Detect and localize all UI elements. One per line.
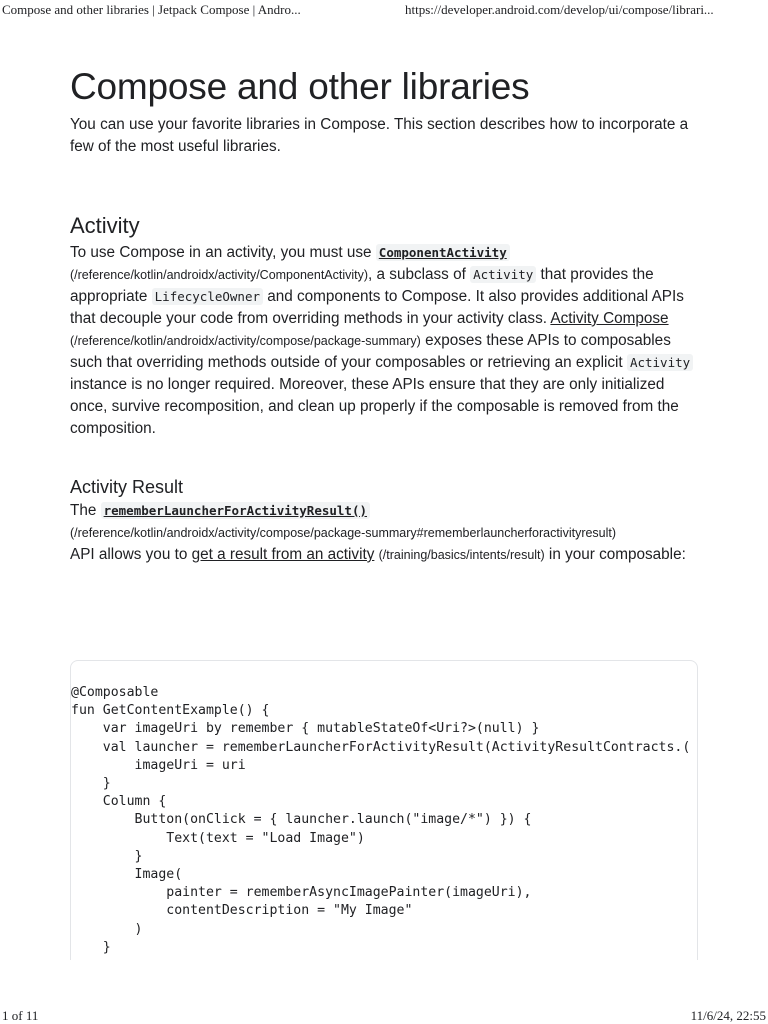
- print-header-url: https://developer.android.com/develop/ui/compose/librari...: [405, 2, 714, 17]
- activity-result-ref: (/training/basics/intents/result): [378, 548, 545, 562]
- print-datetime: 11/6/24, 22:55: [690, 1008, 766, 1023]
- page-title: Compose and other libraries: [70, 66, 530, 107]
- lifecycle-owner-code: LifecycleOwner: [152, 288, 263, 305]
- article-content: [70, 60, 698, 566]
- text-span: API allows you to: [70, 546, 192, 563]
- print-header: [0, 0, 768, 22]
- activity-code-2: Activity: [627, 354, 693, 371]
- text-span: and components to Compose. It also provides additional APIs that decouple your code from overriding methods in your activity class.: [70, 288, 684, 327]
- component-activity-link[interactable]: ComponentActivity: [376, 244, 510, 261]
- text-span: in your composable:: [544, 546, 686, 563]
- remember-launcher-link[interactable]: rememberLauncherForActivityResult(): [101, 502, 370, 519]
- component-activity-ref: (/reference/kotlin/androidx/activity/ComponentActivity): [70, 268, 369, 282]
- activity-compose-ref: (/reference/kotlin/androidx/activity/compose/package-summary): [70, 334, 421, 348]
- print-footer: [0, 1008, 768, 1024]
- section-heading-activity-result: Activity Result: [70, 477, 184, 497]
- text-span: The: [70, 502, 101, 519]
- print-page-number: 1 of 11: [2, 1008, 39, 1023]
- section-heading-activity: Activity: [70, 213, 140, 238]
- remember-launcher-ref: (/reference/kotlin/androidx/activity/compose/package-summary#rememberlauncherforactivityresult): [70, 526, 617, 540]
- text-span: , a subclass of: [368, 266, 471, 283]
- text-span: exposes these APIs to composables such that overriding methods outside of your composables or retrieving an explicit: [70, 332, 671, 371]
- activity-code: Activity: [470, 266, 536, 283]
- text-span: instance is no longer required. Moreover, these APIs ensure that they are only initialized once, survive recomposition, and clean up properly if the composable is removed from the composition.: [70, 376, 679, 437]
- code-sample-text: @Composable fun GetContentExample() { var imageUri by remember { mutableStateOf<Uri?>(null) } val launcher = rememberLauncherForActivityResult(ActivityResultContracts.( imageUri = uri } Column { Button(onClick = { launcher.launch("image/*") }) { Text(text = "Load Image") } Image( painter = rememberAsyncImagePainter(imageUri), contentDescription = "My Image" ) }: [71, 685, 691, 955]
- activity-result-link[interactable]: get a result from an activity: [191, 546, 375, 563]
- text-span: To use Compose in an activity, you must use: [70, 244, 376, 261]
- activity-paragraph: [70, 242, 698, 440]
- activity-compose-link[interactable]: Activity Compose: [550, 310, 669, 327]
- intro-paragraph: You can use your favorite libraries in Compose. This section describes how to incorporate a few of the most useful libraries.: [70, 116, 689, 155]
- text-span: that provides the appropriate: [70, 266, 654, 305]
- activity-result-paragraph: [70, 500, 698, 566]
- code-sample[interactable]: [70, 660, 698, 960]
- print-header-title: Compose and other libraries | Jetpack Compose | Andro...: [2, 2, 301, 17]
